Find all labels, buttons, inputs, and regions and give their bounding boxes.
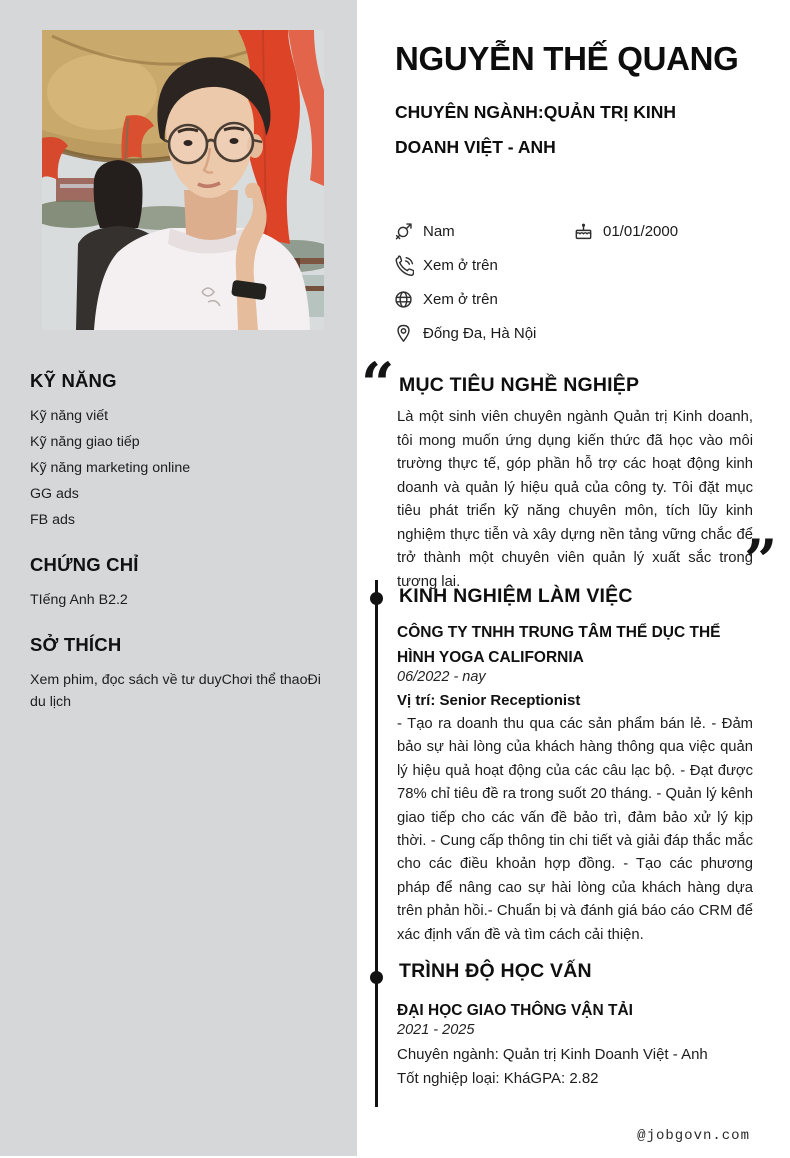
birthday-cake-icon (573, 221, 594, 242)
quote-close-icon: ” (744, 527, 776, 595)
location-pin-icon (393, 323, 414, 344)
timeline-line (375, 580, 378, 1107)
contact-website (393, 287, 498, 311)
objective-heading: MỤC TIÊU NGHỀ NGHIỆP (399, 374, 640, 396)
objective-text: Là một sinh viên chuyên ngành Quản trị Kinh doanh, tôi mong muốn ứng dụng kiến thức đã học vào môi trường thực tế, góp phần hỗ trợ các hoạt động kinh doanh và quản lý hiệu quả của công ty. Tôi đặt mục tiêu phát triển kỹ năng chuyên môn, tích lũy kinh nghiệm thực tiễn và xây dựng nền tảng vững chắc để trở thành một chuyên viên quản lý xuất sắc trong tương lai. (397, 409, 753, 590)
phone-value: Xem ở trên (423, 256, 498, 274)
education-major: Chuyên ngành: Quản trị Kinh Doanh Việt - Anh (397, 1046, 708, 1063)
experience-bullet (370, 592, 383, 605)
hobby-item: Xem phim, đọc sách về tư duyChơi thể thaoĐi du lịch (30, 672, 321, 710)
profile-photo (42, 30, 324, 330)
watermark: @jobgovn.com (637, 1128, 750, 1144)
birthday-value: 01/01/2000 (603, 222, 679, 240)
contact-gender (393, 219, 455, 243)
skills-section (30, 370, 332, 533)
candidate-major: CHUYÊN NGÀNH:QUẢN TRỊ KINH DOANH VIỆT - ANH (395, 102, 676, 157)
profile-photo-illustration (42, 30, 324, 330)
skill-item: Kỹ năng marketing online (30, 460, 191, 476)
hobbies-section (30, 634, 332, 715)
globe-icon (393, 289, 414, 310)
website-value: Xem ở trên (423, 290, 498, 308)
experience-period: 06/2022 - nay (397, 669, 486, 685)
contact-phone (393, 253, 498, 277)
experience-heading: KINH NGHIỆM LÀM VIỆC (399, 585, 633, 607)
education-bullet (370, 971, 383, 984)
skill-item: FB ads (30, 512, 75, 528)
experience-position: Vị trí: Senior Receptionist (397, 692, 581, 709)
skills-heading: KỸ NĂNG (30, 370, 117, 391)
certificate-item: TIếng Anh B2.2 (30, 592, 128, 608)
skill-item: Kỹ năng giao tiếp (30, 434, 140, 450)
education-heading: TRÌNH ĐỘ HỌC VẤN (399, 960, 592, 982)
certificates-section (30, 554, 332, 613)
contact-birthday (573, 219, 678, 243)
gender-value: Nam (423, 222, 455, 240)
sidebar-content (30, 370, 332, 736)
contact-address (393, 321, 536, 345)
company-name: CÔNG TY TNHH TRUNG TÂM THỂ DỤC THỂ HÌNH YOGA CALIFORNIA (397, 624, 721, 666)
skill-item: Kỹ năng viết (30, 408, 109, 424)
hobbies-heading: SỞ THÍCH (30, 634, 122, 655)
school-name: ĐẠI HỌC GIAO THÔNG VẬN TẢI (397, 1002, 633, 1019)
experience-description: - Tạo ra doanh thu qua các sản phẩm bán lẻ. - Đảm bảo sự hài lòng của khách hàng thông qua việc quản lý hiệu quả hoạt động của các câu lạc bộ. - Đạt được 78% chỉ tiêu đề ra trong suốt 20 tháng. - Quản lý kênh giao tiếp cho các vấn đề bảo trì, đảm bảo xử lý kịp thời. - Cung cấp thông tin chi tiết và giải đáp thắc mắc cho các điều khoản hợp đồng. - Tạo các phương pháp để nâng cao sự hài lòng của khách hàng dựa trên phản hồi.- Chuẩn bị và đánh giá báo cáo CRM để xác định vấn đề và tìm cách cải thiện. (397, 716, 753, 943)
gender-icon (393, 221, 414, 242)
sidebar (0, 0, 357, 1156)
education-period: 2021 - 2025 (397, 1022, 475, 1038)
skill-item: GG ads (30, 486, 79, 502)
education-grade: Tốt nghiệp loại: KháGPA: 2.82 (397, 1070, 599, 1087)
certificates-heading: CHỨNG CHỈ (30, 554, 139, 575)
phone-icon (393, 255, 414, 276)
candidate-name: NGUYỄN THẾ QUANG (395, 40, 739, 77)
quote-open-icon: “ (361, 350, 393, 418)
address-value: Đống Đa, Hà Nội (423, 324, 537, 342)
